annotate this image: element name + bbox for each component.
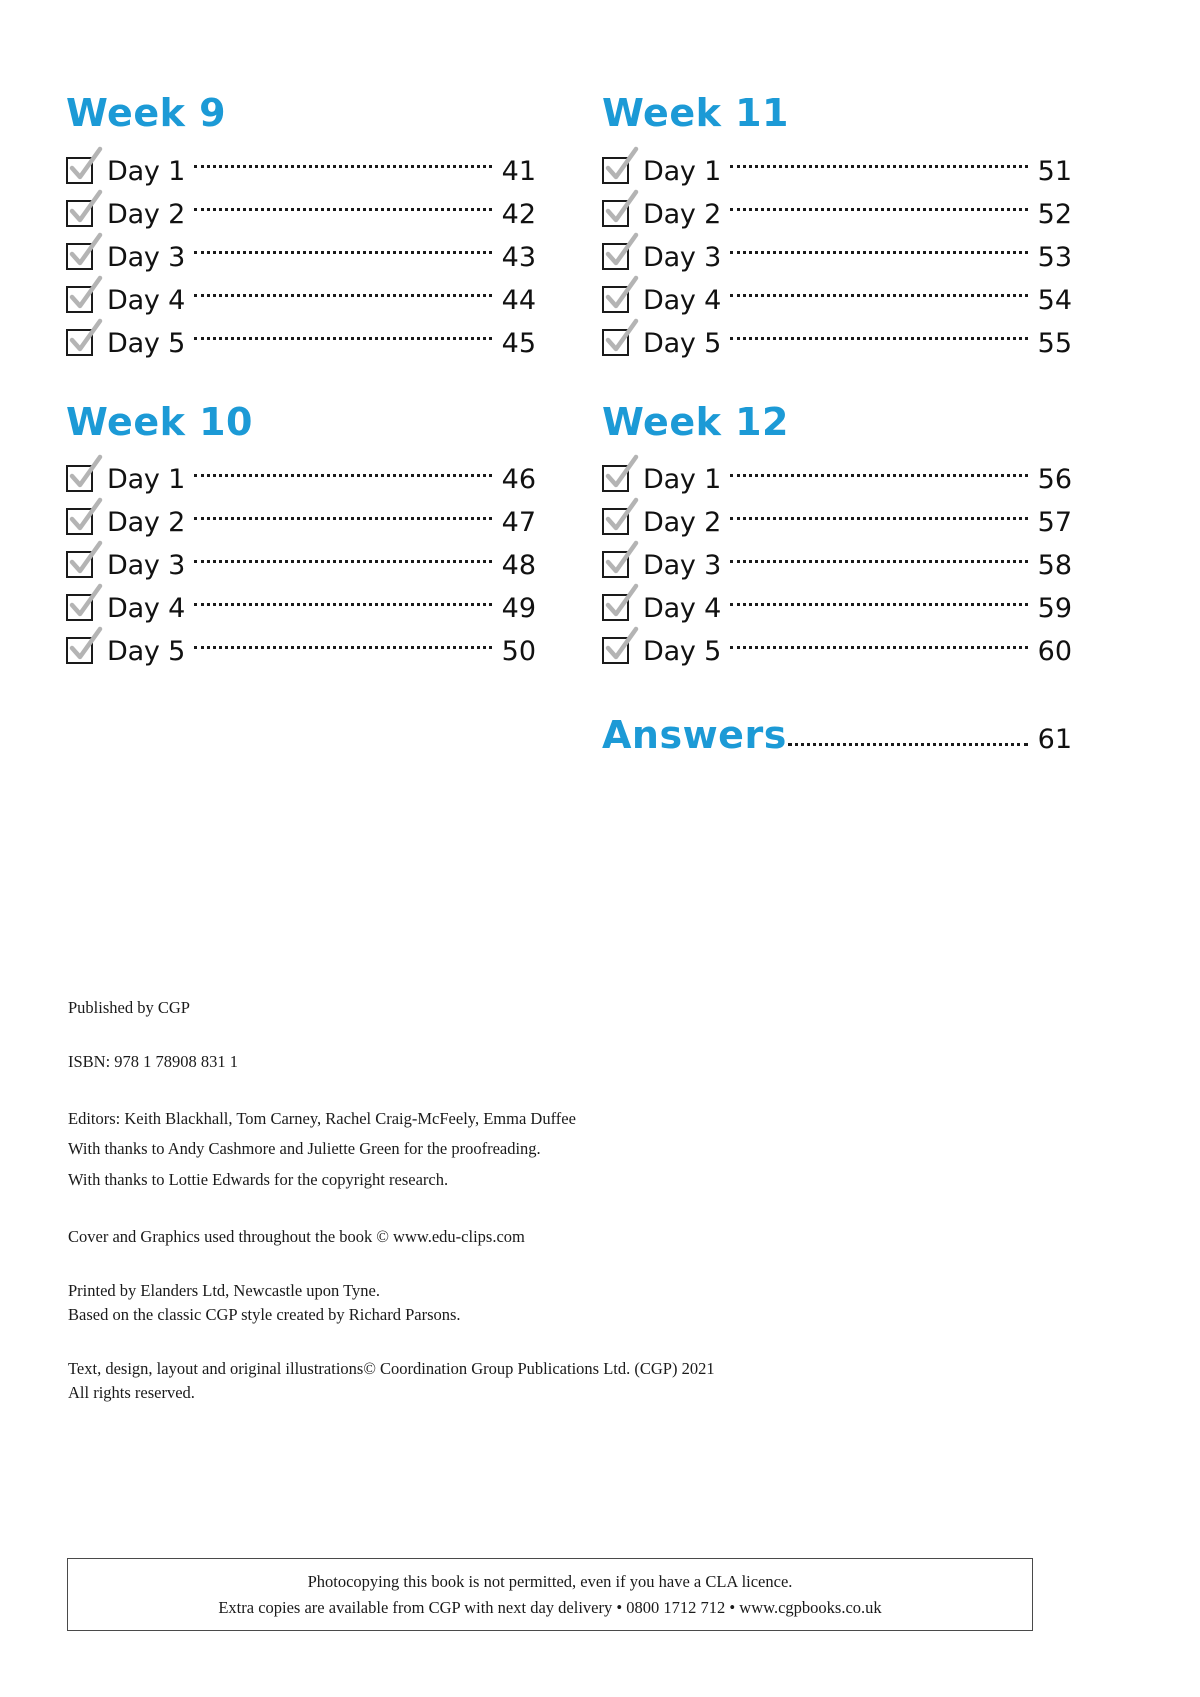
copyright-line: Text, design, layout and original illustrations© Coordination Group Publications Ltd. (CGP) 2021: [68, 1359, 715, 1379]
notice-line-2: Extra copies are available from CGP with next day delivery • 0800 1712 712 • www.cgpbooks.co.uk: [218, 1597, 882, 1617]
day-label: Day 3: [107, 550, 186, 582]
dot-leader: [194, 208, 492, 211]
photocopying-notice-box: [67, 1558, 1033, 1631]
based-on-line: Based on the classic CGP style created by Richard Parsons.: [68, 1305, 461, 1325]
checkbox-ticked-icon[interactable]: [66, 243, 93, 270]
isbn-line: ISBN: 978 1 78908 831 1: [68, 1051, 239, 1071]
day-row[interactable]: [66, 236, 536, 279]
page-number: 52: [1037, 198, 1072, 230]
day-label: Day 4: [107, 593, 186, 625]
checkbox-ticked-icon[interactable]: [602, 637, 629, 664]
day-row[interactable]: [66, 544, 536, 587]
day-label: Day 4: [643, 593, 722, 625]
checkbox-ticked-icon[interactable]: [602, 329, 629, 356]
week-block-10: [66, 401, 536, 674]
dot-leader: [194, 603, 492, 606]
day-label: Day 1: [107, 464, 186, 496]
page-number: 49: [501, 593, 536, 625]
day-label: Day 1: [107, 155, 186, 187]
dot-leader: [194, 337, 492, 340]
page-number: 47: [501, 507, 536, 539]
day-row[interactable]: [66, 458, 536, 501]
page-number: 43: [501, 241, 536, 273]
spacer: [68, 1327, 1068, 1357]
page-number: 45: [501, 327, 536, 359]
day-label: Day 2: [643, 507, 722, 539]
dot-leader: [194, 517, 492, 520]
day-row[interactable]: [602, 630, 1072, 673]
day-row[interactable]: [66, 587, 536, 630]
checkbox-ticked-icon[interactable]: [66, 157, 93, 184]
checkbox-ticked-icon[interactable]: [602, 286, 629, 313]
day-label: Day 3: [643, 241, 722, 273]
checkbox-ticked-icon[interactable]: [66, 329, 93, 356]
dot-leader: [730, 560, 1028, 563]
dot-leader: [194, 646, 492, 649]
day-row[interactable]: [66, 501, 536, 544]
dot-leader: [730, 251, 1028, 254]
contents-column-left: [66, 92, 536, 757]
checkbox-ticked-icon[interactable]: [602, 594, 629, 621]
day-row[interactable]: [66, 322, 536, 365]
day-label: Day 5: [643, 327, 722, 359]
day-label: Day 3: [107, 241, 186, 273]
day-label: Day 2: [107, 507, 186, 539]
day-row[interactable]: [66, 150, 536, 193]
spacer: [68, 1195, 1068, 1225]
page-number: 60: [1037, 636, 1072, 668]
day-label: Day 5: [107, 327, 186, 359]
answers-title: Answers: [602, 713, 787, 758]
week-title: Week 12: [602, 399, 789, 444]
page-number: 41: [501, 155, 536, 187]
page-number: 59: [1037, 593, 1072, 625]
dot-leader: [194, 165, 492, 168]
spacer: [68, 1020, 1068, 1050]
dot-leader: [730, 165, 1028, 168]
answers-entry[interactable]: [602, 713, 1072, 757]
checkbox-ticked-icon[interactable]: [66, 286, 93, 313]
checkbox-ticked-icon[interactable]: [602, 200, 629, 227]
dot-leader: [788, 743, 1028, 746]
day-label: Day 4: [107, 284, 186, 316]
page-number: 57: [1037, 507, 1072, 539]
checkbox-ticked-icon[interactable]: [66, 465, 93, 492]
week-block-12: [602, 401, 1072, 674]
dot-leader: [730, 337, 1028, 340]
checkbox-ticked-icon[interactable]: [602, 508, 629, 535]
checkbox-ticked-icon[interactable]: [602, 243, 629, 270]
dot-leader: [730, 294, 1028, 297]
dot-leader: [730, 603, 1028, 606]
day-row[interactable]: [66, 630, 536, 673]
week-title: Week 11: [602, 91, 789, 135]
printed-by-line: Printed by Elanders Ltd, Newcastle upon Tyne.: [68, 1281, 380, 1301]
dot-leader: [194, 474, 492, 477]
checkbox-ticked-icon[interactable]: [66, 637, 93, 664]
dot-leader: [730, 517, 1028, 520]
day-row[interactable]: [602, 236, 1072, 279]
week-title: Week 10: [66, 399, 253, 444]
page-number: 55: [1037, 327, 1072, 359]
day-row[interactable]: [602, 193, 1072, 236]
week-block-9: [66, 92, 536, 365]
page-number: 54: [1037, 284, 1072, 316]
day-row[interactable]: [602, 587, 1072, 630]
day-row[interactable]: [602, 458, 1072, 501]
published-by-line: Published by CGP: [68, 998, 190, 1017]
checkbox-ticked-icon[interactable]: [66, 551, 93, 578]
day-label: Day 2: [107, 198, 186, 230]
day-row[interactable]: [66, 193, 536, 236]
day-label: Day 5: [643, 636, 722, 668]
page-number: 42: [501, 198, 536, 230]
page-number: 44: [501, 284, 536, 316]
dot-leader: [194, 294, 492, 297]
imprint-block: [68, 996, 1068, 1405]
dot-leader: [730, 208, 1028, 211]
notice-line-1: Photocopying this book is not permitted, even if you have a CLA licence.: [307, 1571, 793, 1591]
day-label: Day 1: [643, 464, 722, 496]
spacer: [68, 1249, 1068, 1279]
dot-leader: [194, 251, 492, 254]
page-number: 50: [501, 636, 536, 668]
week-block-11: [602, 92, 1072, 365]
thanks-proofreading-line: With thanks to Andy Cashmore and Juliette Green for the proofreading.: [68, 1139, 541, 1159]
day-row[interactable]: [602, 544, 1072, 587]
contents-column-right: [602, 92, 1072, 757]
dot-leader: [194, 560, 492, 563]
page-number: 46: [501, 464, 536, 496]
page-number: 48: [501, 550, 536, 582]
day-label: Day 5: [107, 636, 186, 668]
checkbox-ticked-icon[interactable]: [602, 157, 629, 184]
checkbox-ticked-icon[interactable]: [66, 200, 93, 227]
day-row[interactable]: [602, 279, 1072, 322]
contents-list: [66, 92, 1072, 757]
page-number: 51: [1037, 155, 1072, 187]
checkbox-ticked-icon[interactable]: [602, 465, 629, 492]
spacer: [68, 1074, 1068, 1104]
thanks-copyright-line: With thanks to Lottie Edwards for the copyright research.: [68, 1169, 449, 1189]
page-number: 53: [1037, 241, 1072, 273]
day-label: Day 1: [643, 155, 722, 187]
dot-leader: [730, 646, 1028, 649]
page-number: 58: [1037, 550, 1072, 582]
day-label: Day 4: [643, 284, 722, 316]
page-number: 61: [1037, 724, 1072, 756]
cover-graphics-line: Cover and Graphics used throughout the book © www.edu-clips.com: [68, 1227, 525, 1247]
day-row[interactable]: [602, 150, 1072, 193]
day-label: Day 2: [643, 198, 722, 230]
editors-line: Editors: Keith Blackhall, Tom Carney, Rachel Craig-McFeely, Emma Duffee: [68, 1108, 576, 1128]
day-row[interactable]: [602, 501, 1072, 544]
day-row[interactable]: [602, 322, 1072, 365]
checkbox-ticked-icon[interactable]: [602, 551, 629, 578]
day-label: Day 3: [643, 550, 722, 582]
rights-reserved-line: All rights reserved.: [68, 1383, 195, 1403]
week-title: Week 9: [66, 91, 227, 135]
checkbox-ticked-icon[interactable]: [66, 508, 93, 535]
dot-leader: [730, 474, 1028, 477]
checkbox-ticked-icon[interactable]: [66, 594, 93, 621]
page-number: 56: [1037, 464, 1072, 496]
day-row[interactable]: [66, 279, 536, 322]
